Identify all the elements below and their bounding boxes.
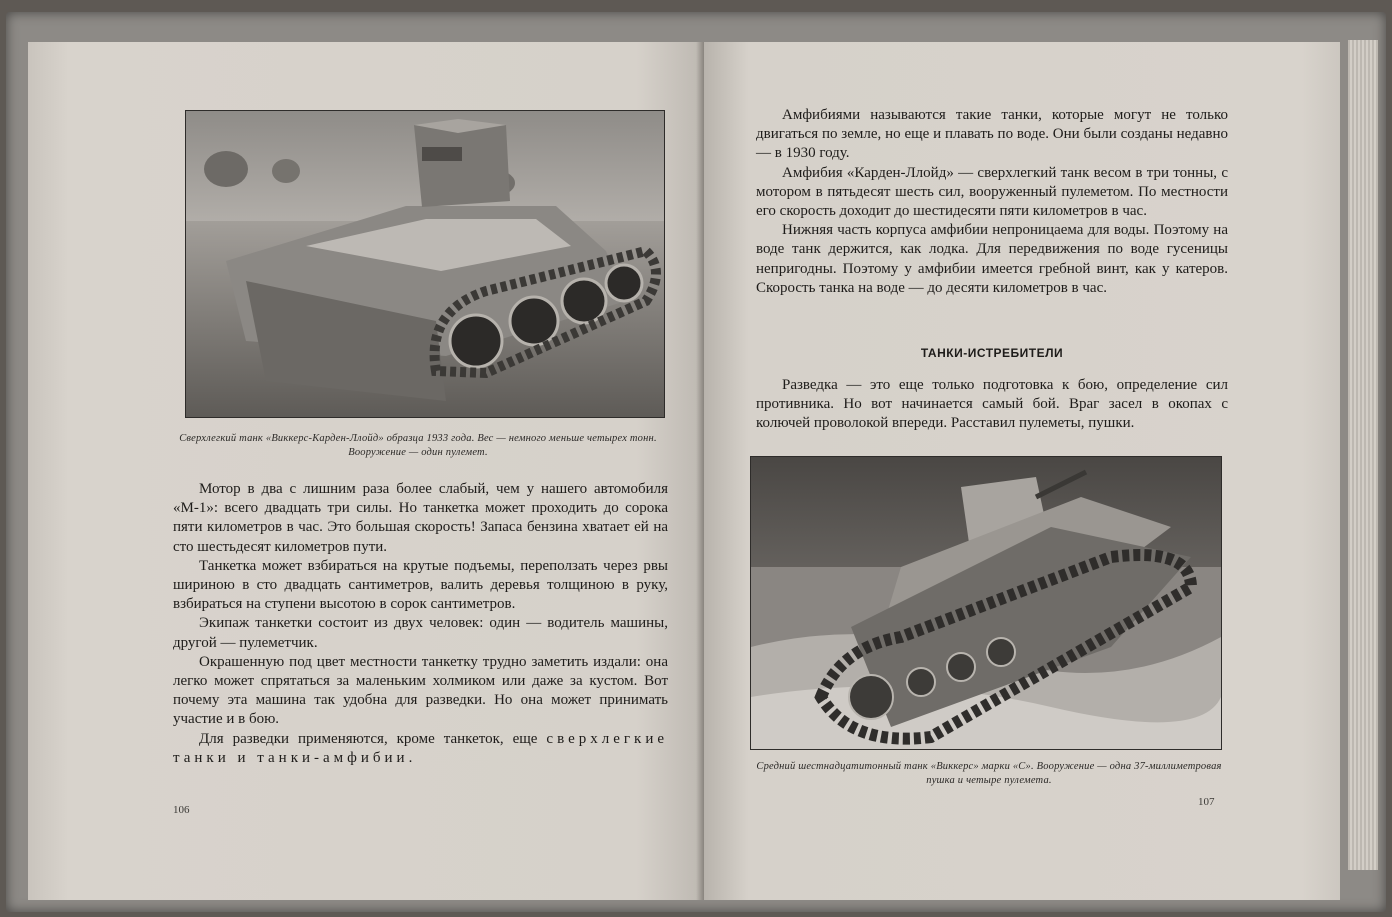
page-edges (1348, 40, 1378, 870)
left-paragraph: Экипаж танкетки состоит из двух человек: один — водитель машины, другой — пулеметчик. (173, 615, 668, 651)
left-paragraph: Танкетка может взбираться на крутые подъемы, переползать через рвы шириною в сто двадцать сантиметров, валить деревья толщиною в руку, взбираться на ступени высотою в сорок сантиметров. (173, 557, 668, 613)
left-figure-caption: Сверхлегкий танк «Виккерс-Карден-Ллойд» образца 1933 года. Вес — немного меньше четырех тонн. Вооружение — один пулемет. (179, 433, 657, 458)
left-paragraph-last (173, 730, 668, 768)
page-number-left: 106 (173, 804, 190, 816)
right-figure-caption: Средний шестнадцатитонный танк «Виккерс» марки «С». Вооружение — одна 37-миллиметровая пушка и четыре пулемета. (756, 761, 1222, 786)
vickers-tank-photo (750, 456, 1222, 750)
last-paragraph-start: Для разведки применяются, кроме танкеток, еще (199, 730, 538, 747)
left-paragraph: Мотор в два с лишним раза более слабый, чем у нашего автомобиля «М-1»: всего двадцать три силы. Но танкетка может проходить до сорока пяти километров в час. Это большая скорость! Запаса бензина хватает ей на сто шестьдесят километров пути. (173, 481, 668, 555)
section-text (756, 376, 1228, 434)
right-body-text (756, 106, 1228, 298)
section-paragraph: Разведка — это еще только подготовка к бою, определение сил противника. Но вот начинается самый бой. Враг засел в окопах с колючей проволокой впереди. Расставил пулеметы, пушки. (756, 377, 1228, 432)
right-paragraph: Амфибия «Карден-Ллойд» — сверхлегкий танк весом в три тонны, с мотором в пятьдесят шесть сил, вооруженный пулеметом. По местности его скорость доходит до шестидесяти пяти километров в час. (756, 164, 1228, 220)
left-paragraph: Окрашенную под цвет местности танкетку трудно заметить издали: она легко может спрятаться за маленьким холмиком или даже за кустом. Вот почему эта машина так удобна для разведки. Но она может принимать участие и в бою. (173, 653, 668, 728)
right-paragraph: Нижняя часть корпуса амфибии непроницаема для воды. Поэтому на воде танк держится, как лодка. Для передвижения по воде гусеницы непригодны. Поэтому у амфибии имеется гребной винт, как у катеров. Скорость танка на воде — до десяти километров в час. (756, 222, 1228, 296)
page-number-right: 107 (1198, 796, 1215, 808)
left-body-text (173, 480, 668, 768)
section-heading: ТАНКИ-ИСТРЕБИТЕЛИ (920, 346, 1064, 360)
tankette-photo (185, 110, 665, 418)
right-paragraph: Амфибиями называются такие танки, которые могут не только двигаться по земле, но еще и плавать по воде. Они были созданы недавно — в 1930 году. (756, 107, 1228, 162)
left-page (28, 42, 704, 900)
last-paragraph-spaced: сверхлегкие танки и танки-амфибии. (173, 730, 668, 766)
right-page (704, 42, 1340, 900)
